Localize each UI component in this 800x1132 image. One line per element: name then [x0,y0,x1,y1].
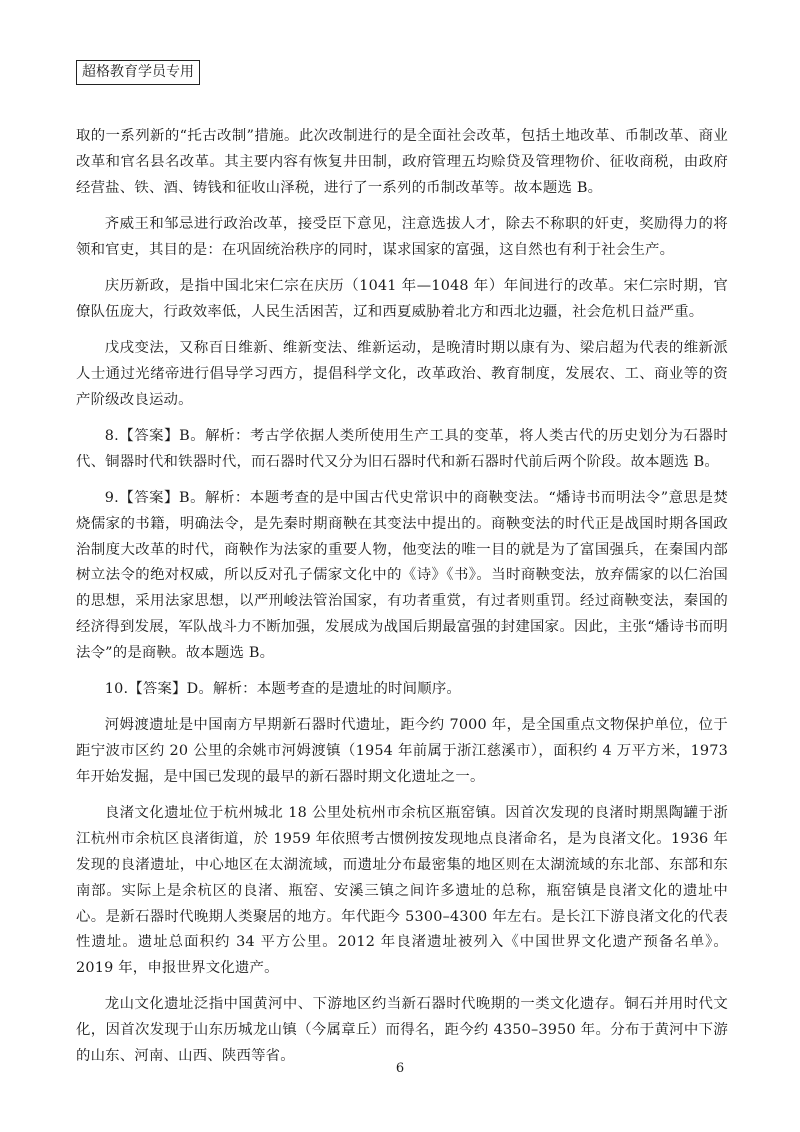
answer-paragraph-9: 9.【答案】B。解析：本题考查的是中国古代史常识中的商鞅变法。“燔诗书而明法令”意思是焚烧儒家的书籍，明确法令，是先秦时期商鞅在其变法中提出的。商鞅变法的时代正是战国时期各国政治制度大改革的时代，商鞅作为法家的重要人物，他变法的唯一目的就是为了富国强兵，在秦国内部树立法令的绝对权威，所以反对孔子儒家文化中的《诗》《书》。当时商鞅变法，放弃儒家的以仁治国的思想，采用法家思想，以严刑峻法管治国家，有功者重赏，有过者则重罚。经过商鞅变法，秦国的经济得到发展，军队战斗力不断加强，发展成为战国后期最富强的封建国家。因此，主张“燔诗书而明法令”的是商鞅。故本题选 B。 [76,490,728,661]
answer-paragraph-8: 8.【答案】B。解析：考古学依据人类所使用生产工具的变革，将人类古代的历史划分为石器时代、铜器时代和铁器时代，而石器时代又分为旧石器时代和新石器时代前后两个阶段。故本题选 B。 [76,427,728,470]
header-label: 超格教育学员专用 [82,64,194,80]
paragraph: 河姆渡遗址是中国南方早期新石器时代遗址，距今约 7000 年，是全国重点文物保护单位，位于距宁波市区约 20 公里的余姚市河姆渡镇（1954 年前属于浙江慈溪市），面积约 4 万平方米，1973 年开始发掘，是中国已发现的最早的新石器时期文化遗址之一。 [76,717,728,786]
document-body [76,124,728,1080]
paragraph: 庆历新政，是指中国北宋仁宗在庆历（1041 年—1048 年）年间进行的改革。宋仁宗时期，官僚队伍庞大，行政效率低，人民生活困苦，辽和西夏威胁着北方和西北边疆，社会危机日益严重。 [76,277,728,320]
paragraph: 良渚文化遗址位于杭州城北 18 公里处杭州市余杭区瓶窑镇。因首次发现的良渚时期黑陶罐于浙江杭州市余杭区良渚街道，於 1959 年依照考古惯例按发现地点良渚命名，是为良渚文化。1936 年发现的良渚遗址，中心地区在太湖流域，而遗址分布最密集的地区则在太湖流域的东北部、东部和东南部。实际上是余杭区的良渚、瓶窑、安溪三镇之间许多遗址的总称，瓶窑镇是良渚文化的遗址中心。是新石器时代晚期人类聚居的地方。年代距今 5300–4300 年左右。是长江下游良渚文化的代表性遗址。遗址总面积约 34 平方公里。2012 年良渚遗址被列入《中国世界文化遗产预备名单》。2019 年，申报世界文化遗产。 [76,805,728,977]
header-label-box [76,60,200,85]
paragraph: 齐威王和邹忌进行政治改革，接受臣下意见，注意选拔人才，除去不称职的奸吏，奖励得力的将领和官吏，其目的是：在巩固统治秩序的同时，谋求国家的富强，这自然也有利于社会生产。 [76,215,728,258]
page-number: 6 [395,1061,405,1076]
paragraph: 龙山文化遗址泛指中国黄河中、下游地区约当新石器时代晚期的一类文化遗存。铜石并用时代文化，因首次发现于山东历城龙山镇（今属章丘）而得名，距今约 4350–3950 年。分布于黄河中下游的山东、河南、山西、陕西等省。 [76,996,728,1064]
paragraph: 取的一系列新的“托古改制”措施。此次改制进行的是全面社会改革，包括土地改革、币制改革、商业改革和官名县名改革。其主要内容有恢复井田制，政府管理五均赊贷及管理物价、征收商税，由政府经营盐、铁、酒、铸钱和征收山泽税，进行了一系列的币制改革等。故本题选 B。 [76,128,728,196]
answer-paragraph-10: 10.【答案】D。解析：本题考查的是遗址的时间顺序。 [104,681,462,698]
paragraph: 戊戌变法，又称百日维新、维新变法、维新运动，是晚清时期以康有为、梁启超为代表的维新派人士通过光绪帝进行倡导学习西方，提倡科学文化，改革政治、教育制度，发展农、工、商业等的资产阶级改良运动。 [76,340,728,408]
